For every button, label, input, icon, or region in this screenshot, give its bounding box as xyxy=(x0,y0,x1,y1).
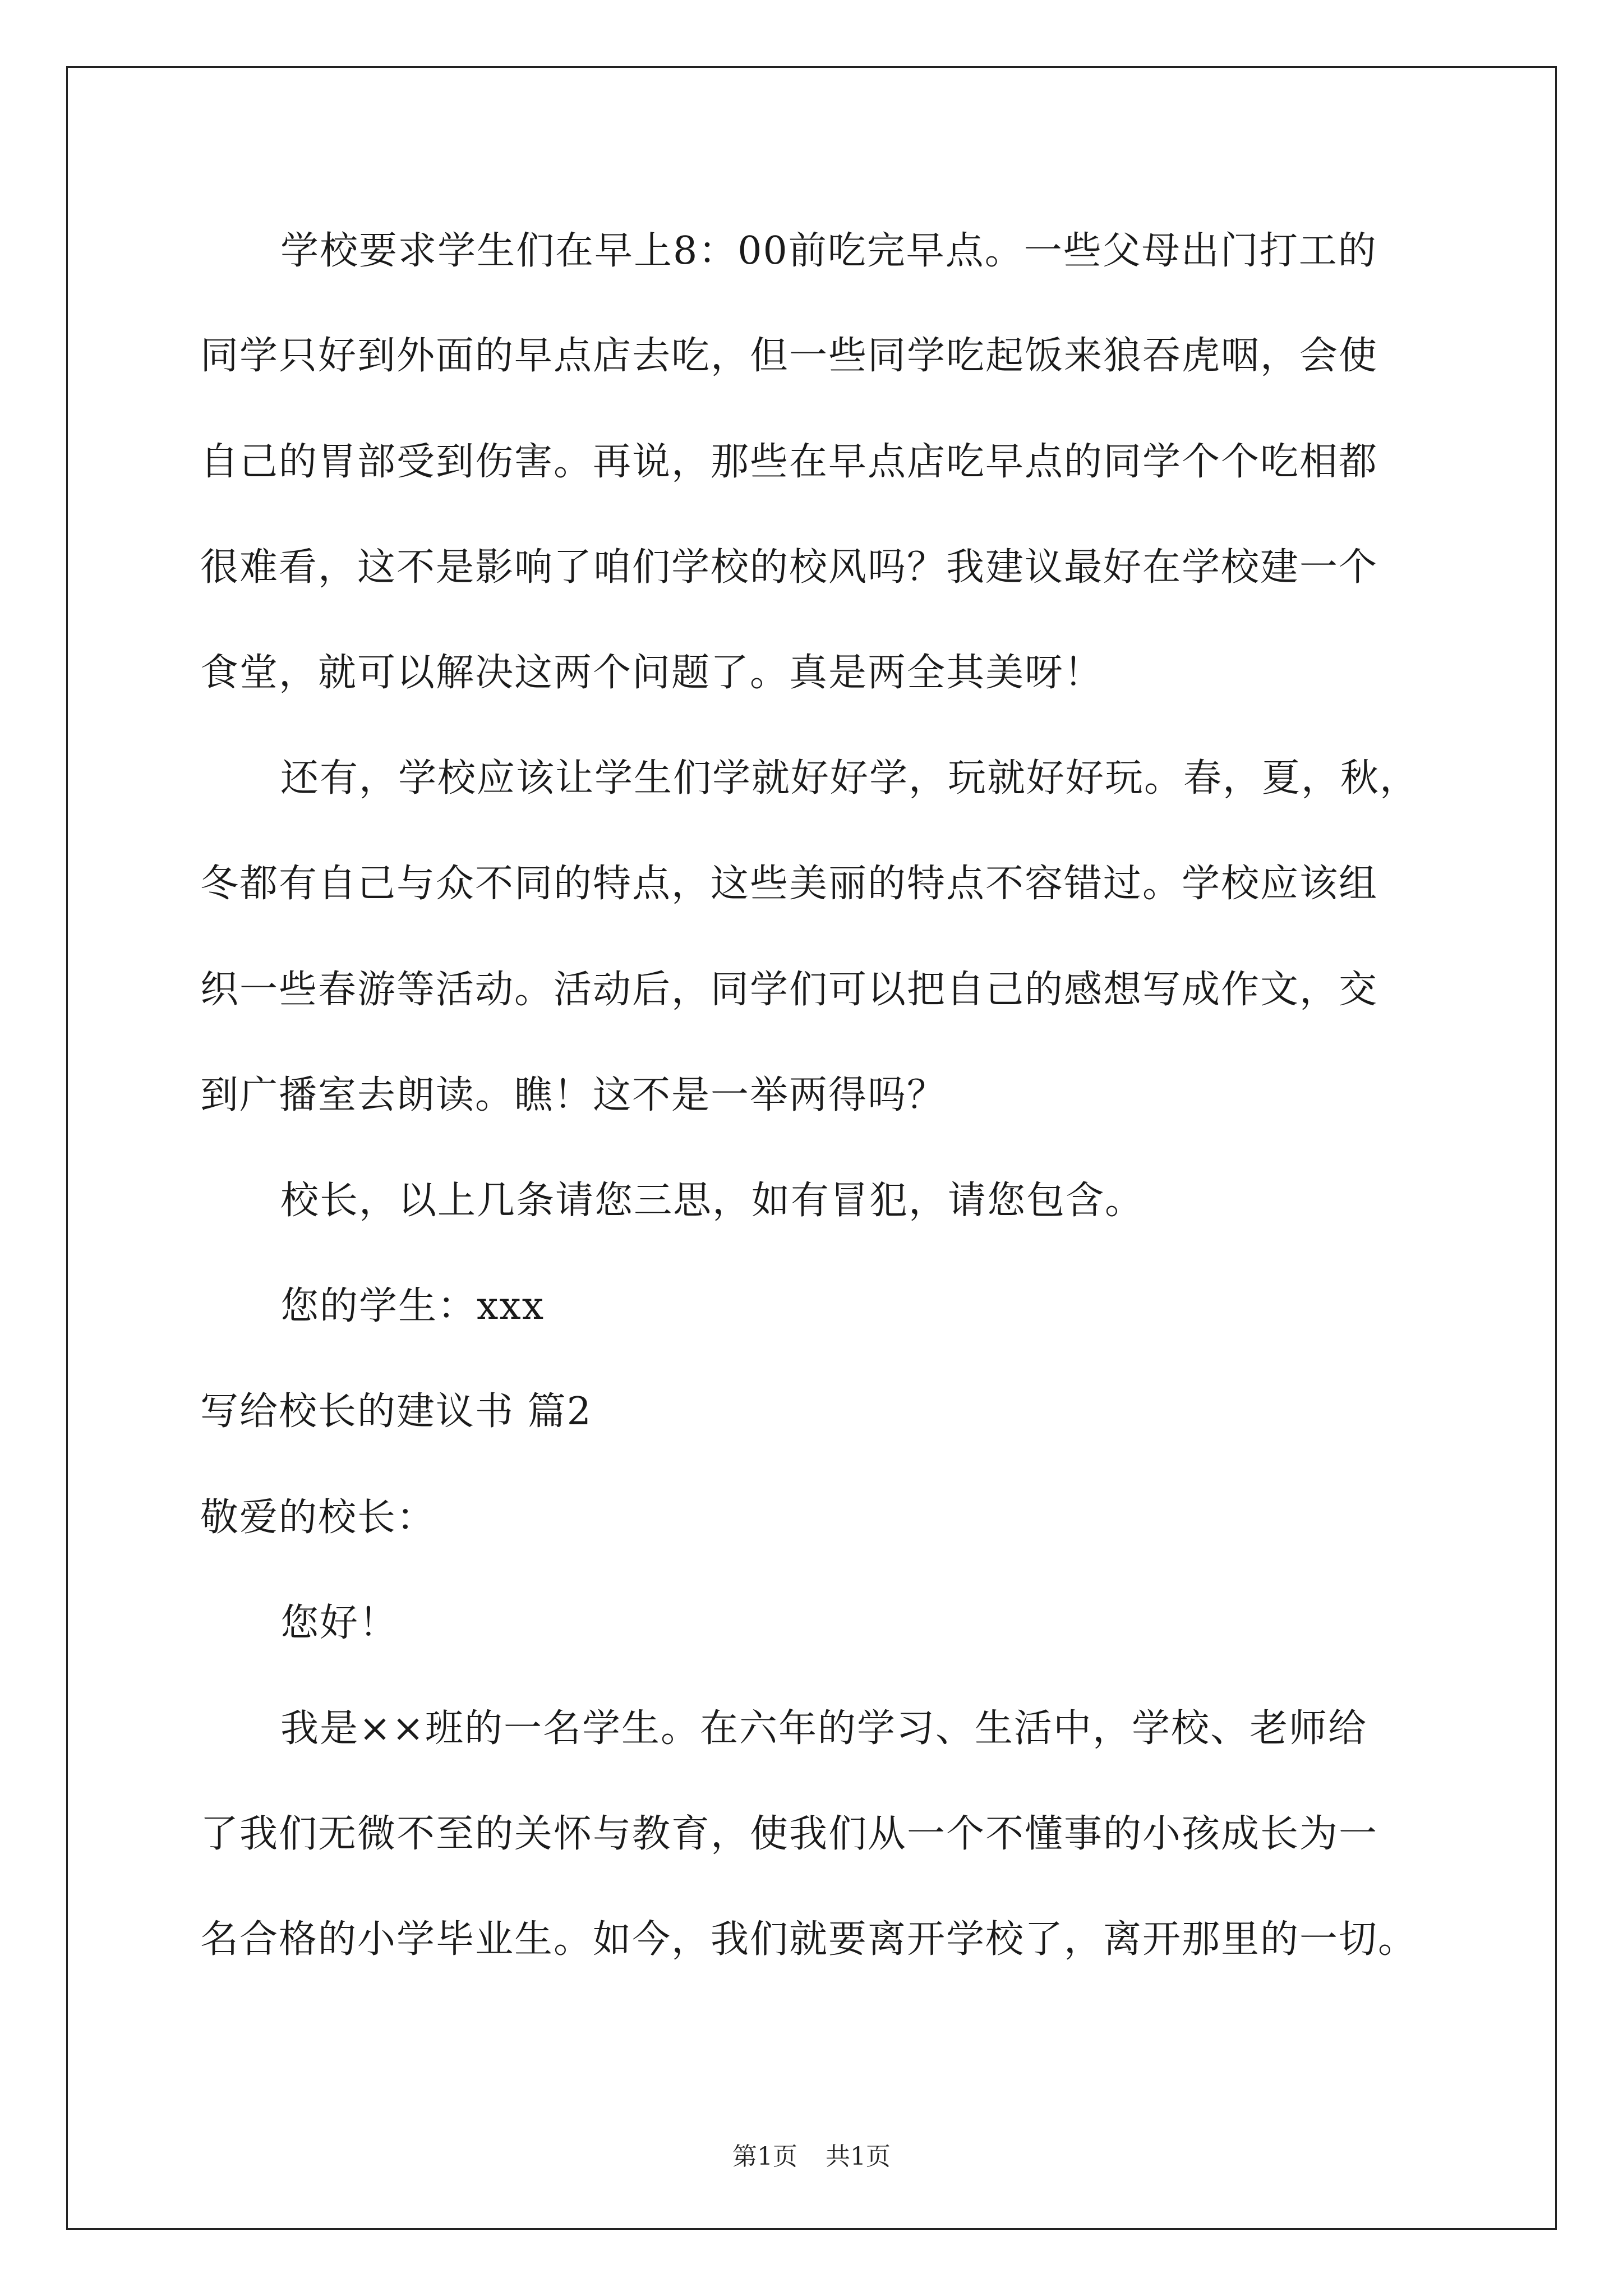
section-heading: 写给校长的建议书 篇2 xyxy=(200,1389,592,1434)
paragraph-line: 自己的胃部受到伤害。再说，那些在早点店吃早点的同学个个吃相都 xyxy=(200,440,1378,484)
paragraph-line: 冬都有自己与众不同的特点，这些美丽的特点不容错过。学校应该组 xyxy=(200,862,1378,906)
paragraph-line: 我是××班的一名学生。在六年的学习、生活中，学校、老师给 xyxy=(280,1706,1367,1751)
paragraph-line: 很难看，这不是影响了咱们学校的校风吗？我建议最好在学校建一个 xyxy=(200,545,1378,590)
page-footer xyxy=(0,2136,1623,2172)
paragraph-line: 学校要求学生们在早上8：00前吃完早点。一些父母出门打工的 xyxy=(280,229,1377,273)
signature-line: 您的学生：xxx xyxy=(280,1284,545,1328)
page-number-current: 第1页 xyxy=(732,2142,797,2171)
page-number-total: 共1页 xyxy=(826,2142,891,2171)
greeting: 您好！ xyxy=(280,1601,399,1645)
paragraph-line: 校长，以上几条请您三思，如有冒犯，请您包含。 xyxy=(280,1179,1145,1223)
salutation: 敬爱的校长： xyxy=(200,1496,436,1540)
paragraph-line: 了我们无微不至的关怀与教育，使我们从一个不懂事的小孩成长为一 xyxy=(200,1812,1378,1856)
paragraph-line: 还有，学校应该让学生们学就好好学，玩就好好玩。春，夏，秋， xyxy=(280,756,1419,800)
page-border xyxy=(66,66,1557,2230)
paragraph-line: 名合格的小学毕业生。如今，我们就要离开学校了，离开那里的一切。 xyxy=(200,1917,1418,1962)
paragraph-line: 到广播室去朗读。瞧！这不是一举两得吗？ xyxy=(200,1073,947,1117)
paragraph-line: 同学只好到外面的早点店去吃，但一些同学吃起饭来狼吞虎咽，会使 xyxy=(200,334,1378,378)
paragraph-line: 织一些春游等活动。活动后，同学们可以把自己的感想写成作文，交 xyxy=(200,968,1378,1012)
paragraph-line: 食堂，就可以解决这两个问题了。真是两全其美呀！ xyxy=(200,651,1104,695)
